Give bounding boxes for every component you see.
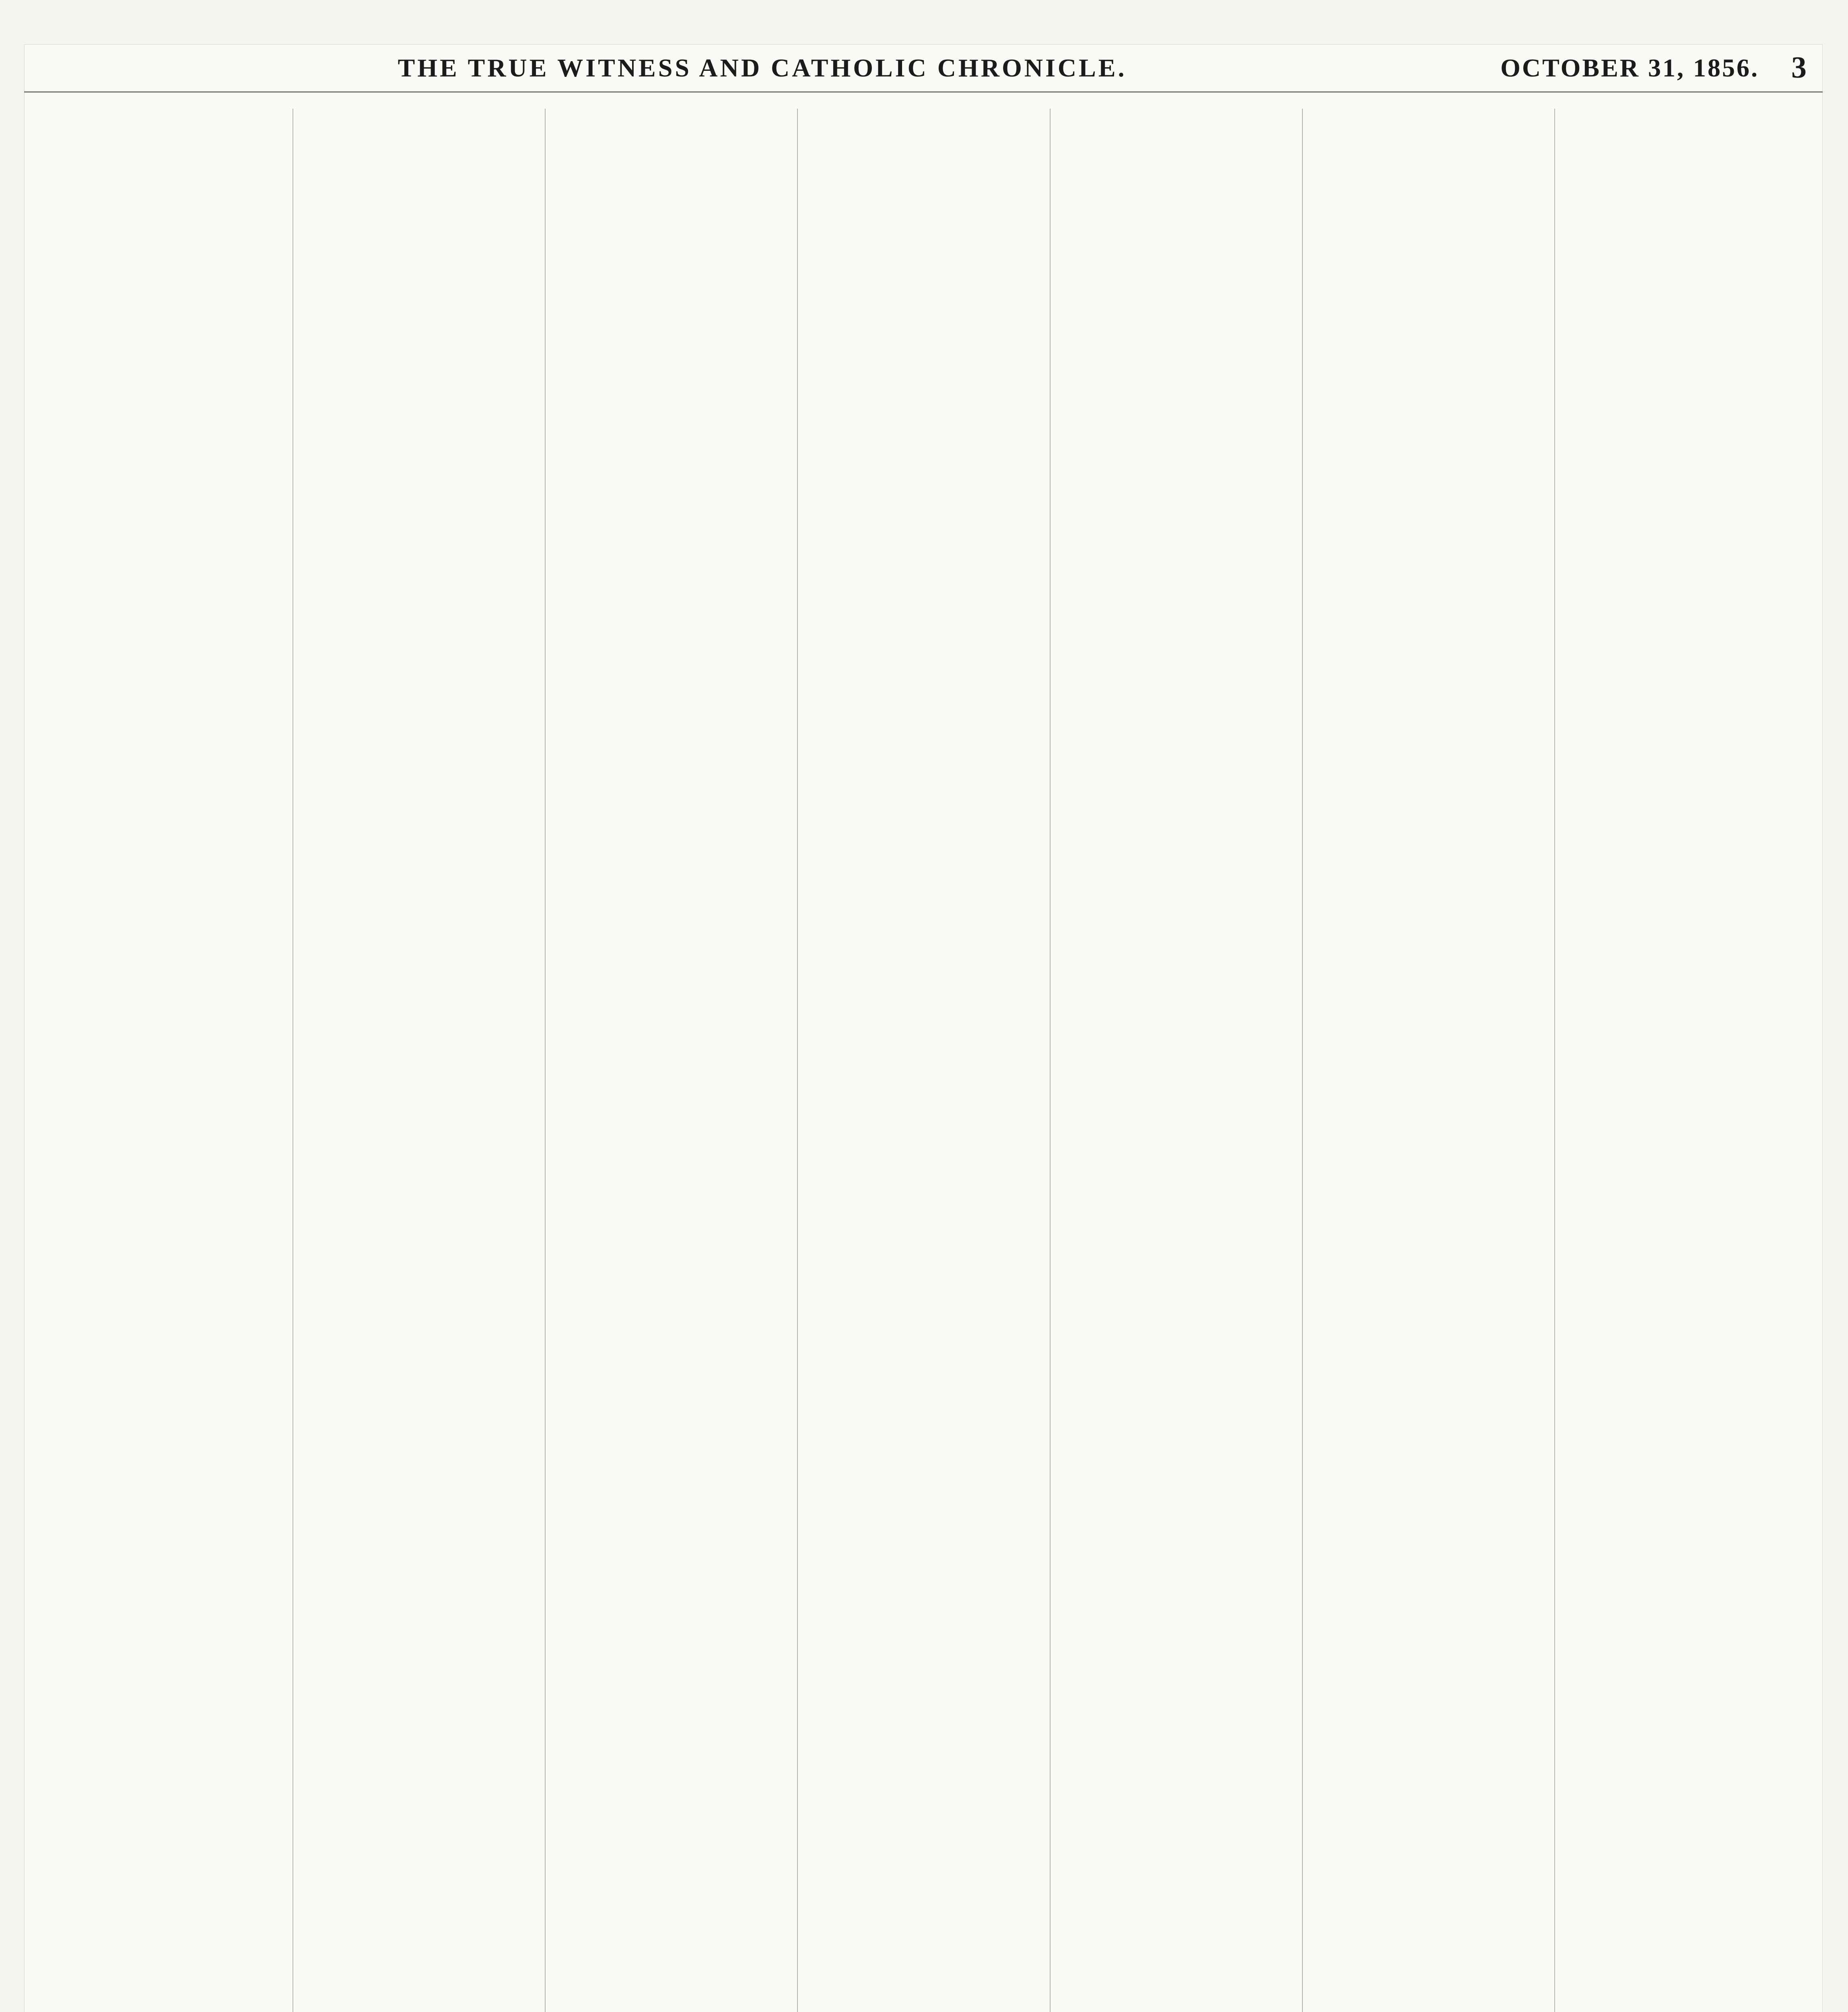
newspaper-page (24, 44, 1823, 2012)
column-6 (1302, 109, 1554, 2012)
column-1 (40, 109, 293, 2012)
column-7 (1554, 109, 1807, 2012)
masthead-title: THE TRUE WITNESS AND CATHOLIC CHRONICLE. (398, 53, 1127, 82)
newspaper-columns (40, 109, 1807, 2012)
column-4 (797, 109, 1049, 2012)
column-2 (293, 109, 545, 2012)
column-3 (545, 109, 797, 2012)
masthead-date: OCTOBER 31, 1856. (1500, 53, 1759, 82)
column-5 (1050, 109, 1302, 2012)
masthead (24, 44, 1823, 93)
page-number: 3 (1791, 51, 1807, 85)
